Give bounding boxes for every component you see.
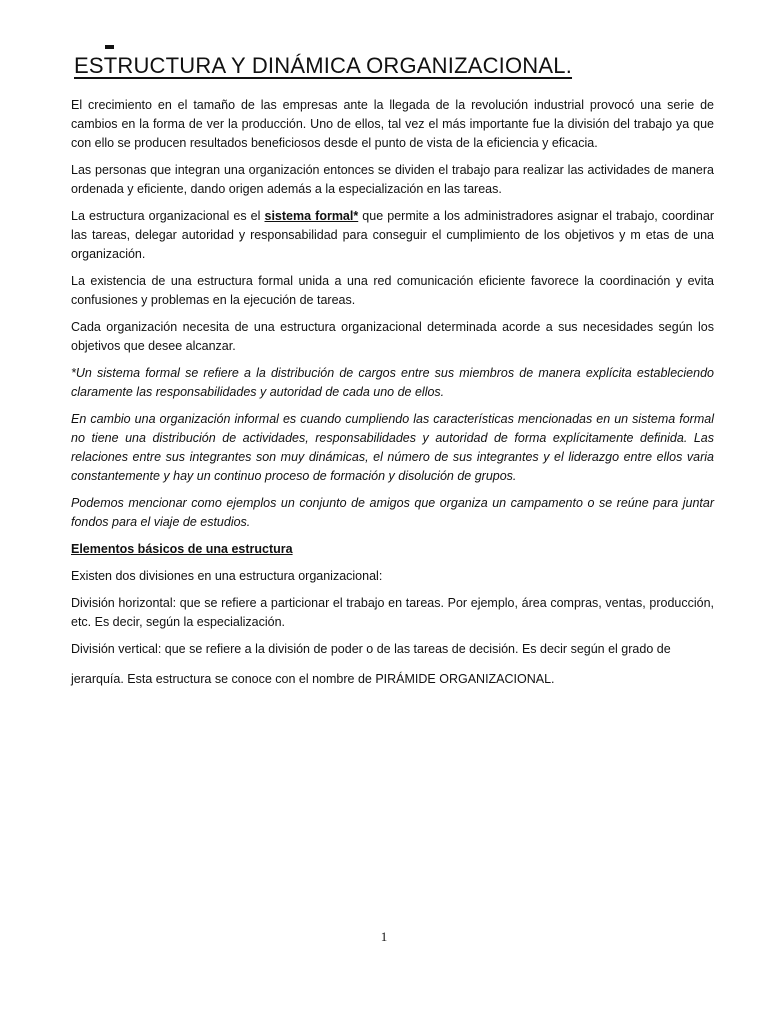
paragraph-formal-structure <box>71 207 714 264</box>
paragraph-growth: El crecimiento en el tamaño de las empresas ante la llegada de la revolución industrial provocó una serie de cambios en la forma de ver la producción. Uno de ellos, tal vez el más importante fue la división del trabajo ya que con ello se producen resultados beneficiosos desde el punto de vista de la eficiencia y eficacia. <box>71 98 714 150</box>
paragraph-communication: La existencia de una estructura formal unida a una red comunicación eficiente favorece la coordinación y evita confusiones y problemas en la ejecución de tareas. <box>71 274 714 307</box>
paragraph-informal-organization: En cambio una organización informal es cuando cumpliendo las características mencionadas en un sistema formal no tiene una distribución de actividades, responsabilidades y autoridad de forma explícitamente definida. Las relaciones entre sus integrantes son muy dinámicas, el número de sus integrantes y el liderazgo entre ellos varia constantemente y hay un continuo proceso de formación y disolución de grupos. <box>71 412 714 483</box>
paragraph-formal-structure-start: La estructura organizacional es el <box>71 209 265 223</box>
corner-mark <box>105 45 114 49</box>
formal-system-term: sistema formal* <box>264 209 359 223</box>
paragraph-vertical-division: División vertical: que se refiere a la división de poder o de las tareas de decisión. Es decir según el grado de <box>71 642 671 656</box>
paragraph-hierarchy: jerarquía. Esta estructura se conoce con el nombre de PIRÁMIDE ORGANIZACIONAL. <box>71 672 555 686</box>
paragraph-horizontal-division: División horizontal: que se refiere a particionar el trabajo en tareas. Por ejemplo, área compras, ventas, producción, etc. Es decir, según la especialización. <box>71 596 714 629</box>
document-body <box>71 96 714 697</box>
section-heading: Elementos básicos de una estructura <box>71 542 293 556</box>
page-title: ESTRUCTURA Y DINÁMICA ORGANIZACIONAL. <box>74 53 573 78</box>
paragraph-informal-example: Podemos mencionar como ejemplos un conjunto de amigos que organiza un campamento o se reúne para juntar fondos para el viaje de estudios. <box>71 496 714 529</box>
footnote-formal-system: *Un sistema formal se refiere a la distribución de cargos entre sus miembros de manera explícita estableciendo claramente las responsabilidades y autoridad de cada uno de ellos. <box>71 366 714 399</box>
paragraph-needs: Cada organización necesita de una estructura organizacional determinada acorde a sus necesidades según los objetivos que desee alcanzar. <box>71 320 714 353</box>
page-number: 1 <box>380 929 388 944</box>
paragraph-formal-structure-end: que permite a los administradores asignar el trabajo, coordinar las tareas, delegar autoridad y responsabilidad para conseguir el cumplimiento de los objetivos y m etas de una organización. <box>71 209 714 261</box>
paragraph-division-of-work: Las personas que integran una organización entonces se dividen el trabajo para realizar las actividades de manera ordenada y eficiente, dando origen además a la especialización en las tareas. <box>71 163 714 196</box>
paragraph-two-divisions: Existen dos divisiones en una estructura organizacional: <box>71 569 383 583</box>
